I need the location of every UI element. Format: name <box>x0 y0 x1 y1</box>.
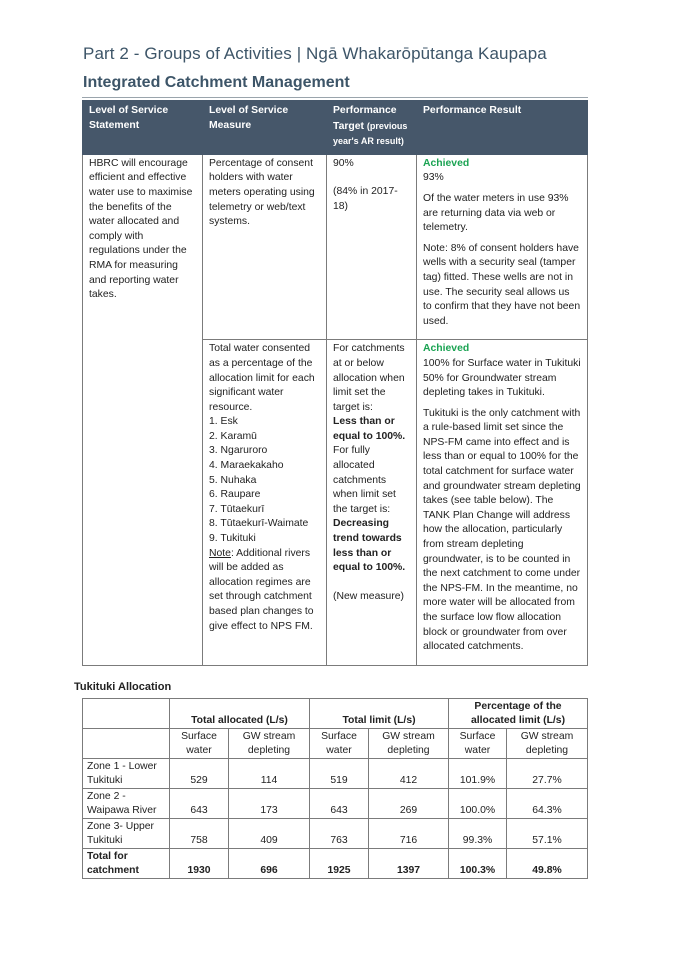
table-cell: 758 <box>170 819 229 849</box>
table-cell: 114 <box>229 759 310 789</box>
sub-header-line: Surface <box>459 731 496 742</box>
total-row <box>83 849 588 879</box>
table-cell: 269 <box>369 789 449 819</box>
table-cell: 101.9% <box>449 759 507 789</box>
status-badge: Achieved <box>423 343 470 355</box>
result-note: Note: 8% of consent holders have wells with a security seal (tamper tag) fitted. These wells are not in use. The security seal allows us to confirm that they have not been used. <box>423 242 581 327</box>
header-measure: Level of Service Measure <box>203 101 327 155</box>
table-cell: 64.3% <box>507 789 588 819</box>
row-label-line: Zone 3- Upper <box>87 821 154 832</box>
resource-list <box>209 415 320 546</box>
list-item: 1. Esk <box>209 416 238 428</box>
result-text: Of the water meters in use 93% are returning data via web or telemetry. <box>423 192 569 234</box>
header-result: Performance Result <box>417 101 588 155</box>
table-cell: 763 <box>310 819 369 849</box>
empty-cell <box>83 699 170 729</box>
group-header: Percentage of the allocated limit (L/s) <box>449 699 588 729</box>
sub-header <box>507 729 588 759</box>
sub-header-line: GW stream <box>520 731 574 742</box>
measure-note <box>209 547 320 635</box>
result-cell <box>417 340 588 665</box>
previous-result: (New measure) <box>333 590 405 602</box>
group-header: Total allocated (L/s) <box>170 699 310 729</box>
row-label <box>83 789 170 819</box>
target-bold: Less than or equal to 100%. <box>333 416 406 442</box>
sub-header-line: Surface <box>181 731 217 742</box>
table-cell: 1397 <box>369 849 449 879</box>
measure-cell <box>203 340 327 665</box>
list-item: 6. Raupare <box>209 489 261 501</box>
table-row <box>83 789 588 819</box>
sub-header-line: depleting <box>387 744 430 756</box>
row-label <box>83 849 170 879</box>
row-label-line: Waipawa River <box>87 804 157 816</box>
section-title: Integrated Catchment Management <box>83 74 350 91</box>
row-label-line: Tukituki <box>87 774 123 786</box>
table-cell: 716 <box>369 819 449 849</box>
header-target <box>327 101 417 155</box>
target-text: For catchments at or below allocation when limit set the target is: <box>333 343 405 413</box>
title-divider <box>82 97 588 98</box>
sub-header <box>369 729 449 759</box>
group-header-row <box>83 699 588 729</box>
sub-header-line: GW stream <box>382 731 435 742</box>
list-item: 9. Tukituki <box>209 533 256 545</box>
row-label-line: Tukituki <box>87 834 123 846</box>
row-label-line: Zone 2 - <box>87 791 126 802</box>
list-item: 7. Tūtaekurī <box>209 503 265 515</box>
row-label-line: catchment <box>87 864 139 876</box>
table-row <box>83 154 588 340</box>
level-of-service-table <box>82 100 588 666</box>
note-text: : Additional rivers will be added as allocation regimes are set through catchment based plan changes to give effect to NPS FM. <box>209 547 314 632</box>
note-label: Note <box>209 547 231 559</box>
list-item: 5. Nuhaka <box>209 474 257 486</box>
list-item: 3. Ngaruroro <box>209 445 268 457</box>
row-label <box>83 819 170 849</box>
table-cell: 100.3% <box>449 849 507 879</box>
list-item: 4. Maraekakaho <box>209 460 284 472</box>
sub-header <box>449 729 507 759</box>
result-value: 93% <box>423 172 444 184</box>
table-cell: 409 <box>229 819 310 849</box>
sub-header <box>170 729 229 759</box>
sub-header-row <box>83 729 588 759</box>
row-label-line: Total for <box>87 851 128 862</box>
measure-intro: Total water consented as a percentage of the allocation limit for each significant water resource. <box>209 343 315 413</box>
sub-header-line: water <box>186 744 212 756</box>
status-badge: Achieved <box>423 157 470 169</box>
table-cell: 1925 <box>310 849 369 879</box>
table-row <box>83 819 588 849</box>
sub-header-line: depleting <box>525 744 569 756</box>
table-cell: 412 <box>369 759 449 789</box>
list-item: 8. Tūtaekurī-Waimate <box>209 518 309 530</box>
table-cell: 519 <box>310 759 369 789</box>
sub-header-line: Surface <box>321 731 357 742</box>
sub-header-line: water <box>326 744 352 756</box>
table-cell: 643 <box>310 789 369 819</box>
table-cell: 100.0% <box>449 789 507 819</box>
sub-header-line: water <box>464 744 491 756</box>
previous-result: (84% in 2017-18) <box>333 186 398 212</box>
list-item: 2. Karamū <box>209 430 257 442</box>
tukituki-title: Tukituki Allocation <box>74 681 172 693</box>
table-cell: 57.1% <box>507 819 588 849</box>
table-cell: 49.8% <box>507 849 588 879</box>
table-header-row <box>83 101 588 155</box>
table-cell: 173 <box>229 789 310 819</box>
target-bold: Decreasing trend towards less than or equal to 100%. <box>333 518 406 574</box>
sub-header-line: depleting <box>247 744 291 756</box>
table-cell: 643 <box>170 789 229 819</box>
result-text: Tukituki is the only catchment with a rule-based limit set since the NPS-FM came into effect and is less than or equal to 100% for the total catchment for surface water and groundwater stream depleting takes (see table below). The TANK Plan Change will address how the allocation, particularly from stream depleting groundwater, is to be counted in the next catchment to come under the NPS-FM. In the meantime, no more water will be allocated from the surface low flow allocation block or groundwater from over allocated catchments. <box>423 407 581 653</box>
result-line: 100% for Surface water in Tukituki <box>423 357 581 369</box>
sub-header-line: GW stream <box>242 731 296 742</box>
table-cell: 99.3% <box>449 819 507 849</box>
result-line: 50% for Groundwater stream depleting takes in Tukituki. <box>423 372 557 399</box>
sub-header <box>229 729 310 759</box>
empty-cell <box>83 729 170 759</box>
result-cell <box>417 154 588 340</box>
table-cell: 696 <box>229 849 310 879</box>
target-cell <box>327 154 417 340</box>
sub-header <box>310 729 369 759</box>
table-row <box>83 759 588 789</box>
header-statement: Level of Service Statement <box>83 101 203 155</box>
table-cell: 27.7% <box>507 759 588 789</box>
tukituki-allocation-table <box>82 698 588 879</box>
table-cell: 1930 <box>170 849 229 879</box>
table-cell: 529 <box>170 759 229 789</box>
header-target-note: (previous year's AR result) <box>333 120 408 147</box>
row-label-line: Zone 1 - Lower <box>87 761 157 772</box>
service-statement: HBRC will encourage efficient and effective water use to maximise the benefits of the water allocated and comply with regulations under the RMA for measuring and reporting water takes. <box>83 154 203 665</box>
header-target-label: Performance Target <box>333 105 397 132</box>
row-label <box>83 759 170 789</box>
page-title: Part 2 - Groups of Activities | Ngā Whakarōpūtanga Kaupapa <box>83 44 547 63</box>
target-value: 90% <box>333 157 354 169</box>
measure-cell: Percentage of consent holders with water meters operating using telemetry or web/text systems. <box>203 154 327 340</box>
target-cell <box>327 340 417 665</box>
target-text: For fully allocated catchments when limit set the target is: <box>333 445 396 515</box>
group-header: Total limit (L/s) <box>310 699 449 729</box>
